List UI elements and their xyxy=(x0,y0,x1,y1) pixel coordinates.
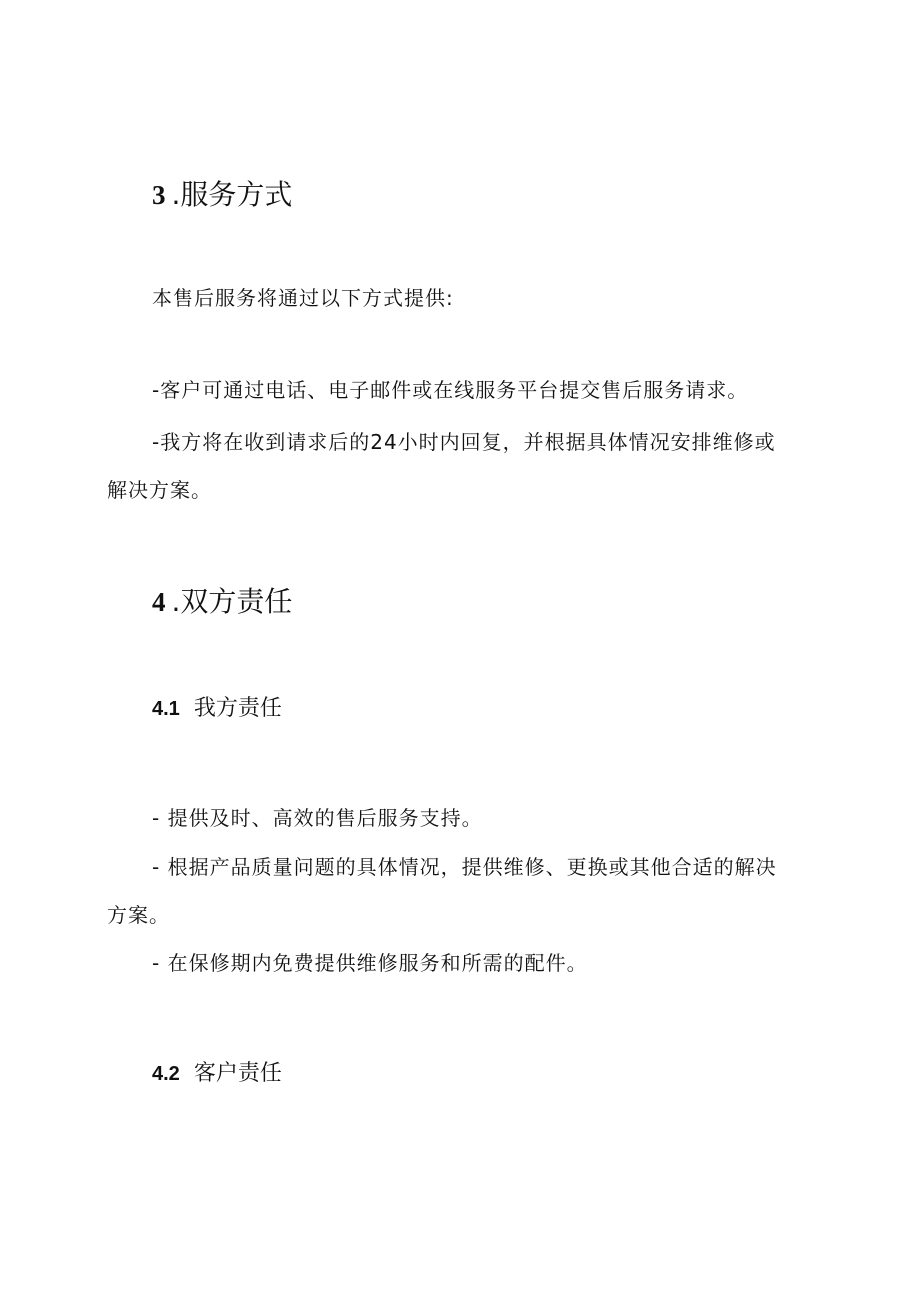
section-4-number: 4 xyxy=(152,587,166,617)
section-3-title: .服务方式 xyxy=(171,178,293,211)
section-4-1-item-1: - 提供及时、高效的售后服务支持。 xyxy=(152,806,483,830)
section-4-1-title: 我方责任 xyxy=(193,696,282,721)
section-4-heading xyxy=(152,585,293,618)
section-3-number: 3 xyxy=(152,180,166,210)
section-4-2-number: 4.2 xyxy=(152,1063,180,1085)
section-4-2-heading xyxy=(152,1063,282,1085)
section-3-item-2: -我方将在收到请求后的24小时内回复，并根据具体情况安排维修或 xyxy=(152,430,776,454)
section-3-item-1: -客户可通过电话、电子邮件或在线服务平台提交售后服务请求。 xyxy=(152,378,749,402)
section-4-1-item-3: - 在保修期内免费提供维修服务和所需的配件。 xyxy=(152,951,588,975)
section-4-1-item-2-continued: 方案。 xyxy=(107,903,170,927)
section-3-intro: 本售后服务将通过以下方式提供: xyxy=(152,286,454,310)
section-4-1-number: 4.1 xyxy=(152,698,180,720)
section-4-1-item-2: - 根据产品质量问题的具体情况，提供维修、更换或其他合适的解决 xyxy=(152,855,777,879)
section-4-1-heading xyxy=(152,698,282,720)
section-4-2-title: 客户责任 xyxy=(193,1061,282,1086)
section-3-item-2-continued: 解决方案。 xyxy=(107,478,212,502)
section-3-heading xyxy=(152,178,293,211)
section-4-title: .双方责任 xyxy=(171,585,293,618)
